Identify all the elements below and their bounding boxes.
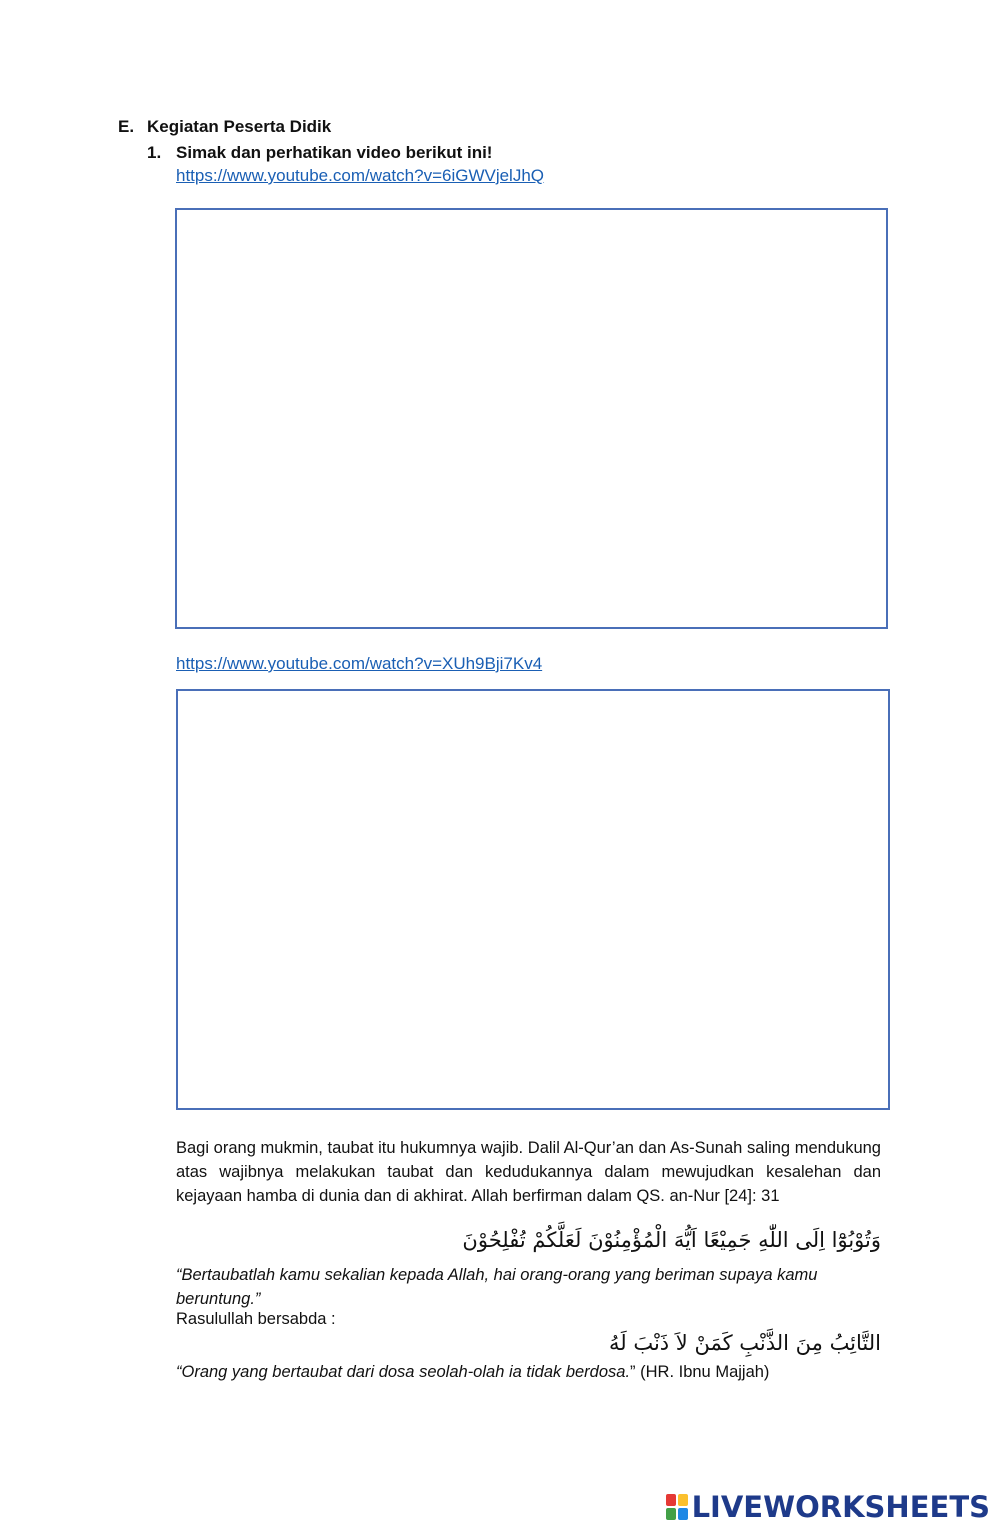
video-link-2[interactable]: https://www.youtube.com/watch?v=XUh9Bji7Kv4: [176, 654, 543, 673]
logo-block-4: [678, 1508, 688, 1520]
hadith-intro: Rasulullah bersabda :: [176, 1310, 336, 1328]
video-embed-2[interactable]: [176, 689, 890, 1110]
video-embed-1[interactable]: [175, 208, 888, 629]
section-heading: [118, 117, 331, 137]
hadith-source: ” (HR. Ibnu Majjah): [630, 1363, 770, 1381]
brand-name: LIVEWORKSHEETS: [691, 1490, 990, 1524]
section-letter: E.: [118, 117, 135, 136]
item-number: 1.: [147, 143, 162, 162]
hadith-translation: “Orang yang bertaubat dari dosa seolah-olah ia tidak berdosa.: [176, 1363, 631, 1381]
hadith-arabic: التَّائِبُ مِنَ الذَّنْبِ كَمَنْ لاَ ذَنْبَ لَهُ: [608, 1331, 881, 1355]
liveworksheets-logo-icon: [666, 1494, 688, 1520]
quran-verse-translation: “Bertaubatlah kamu sekalian kepada Allah, hai orang-orang yang beriman supaya kamu beruntung.”: [176, 1266, 818, 1308]
item-heading: [147, 143, 492, 163]
video-link-1[interactable]: https://www.youtube.com/watch?v=6iGWVjelJhQ: [176, 166, 545, 185]
body-paragraph: Bagi orang mukmin, taubat itu hukumnya wajib. Dalil Al-Qur’an dan As-Sunah saling mendukung atas wajibnya melakukan taubat dan kedudukannya dalam mewujudkan kesalehan dan kejayaan hamba di dunia dan di akhirat. Allah berfirman dalam QS. an-Nur [24]: 31: [176, 1139, 881, 1205]
hadith-translation-line: [176, 1363, 769, 1382]
logo-block-2: [678, 1494, 688, 1506]
quran-verse-arabic: وَتُوْبُوْٓا اِلَى اللّٰهِ جَمِيْعًا اَيُّهَ الْمُؤْمِنُوْنَ لَعَلَّكُمْ تُفْلِحُوْنَ: [462, 1228, 881, 1252]
section-title: Kegiatan Peserta Didik: [147, 117, 332, 136]
logo-block-1: [666, 1494, 676, 1506]
item-title: Simak dan perhatikan video berikut ini!: [176, 143, 493, 162]
liveworksheets-brand: [666, 1490, 990, 1524]
logo-block-3: [666, 1508, 676, 1520]
